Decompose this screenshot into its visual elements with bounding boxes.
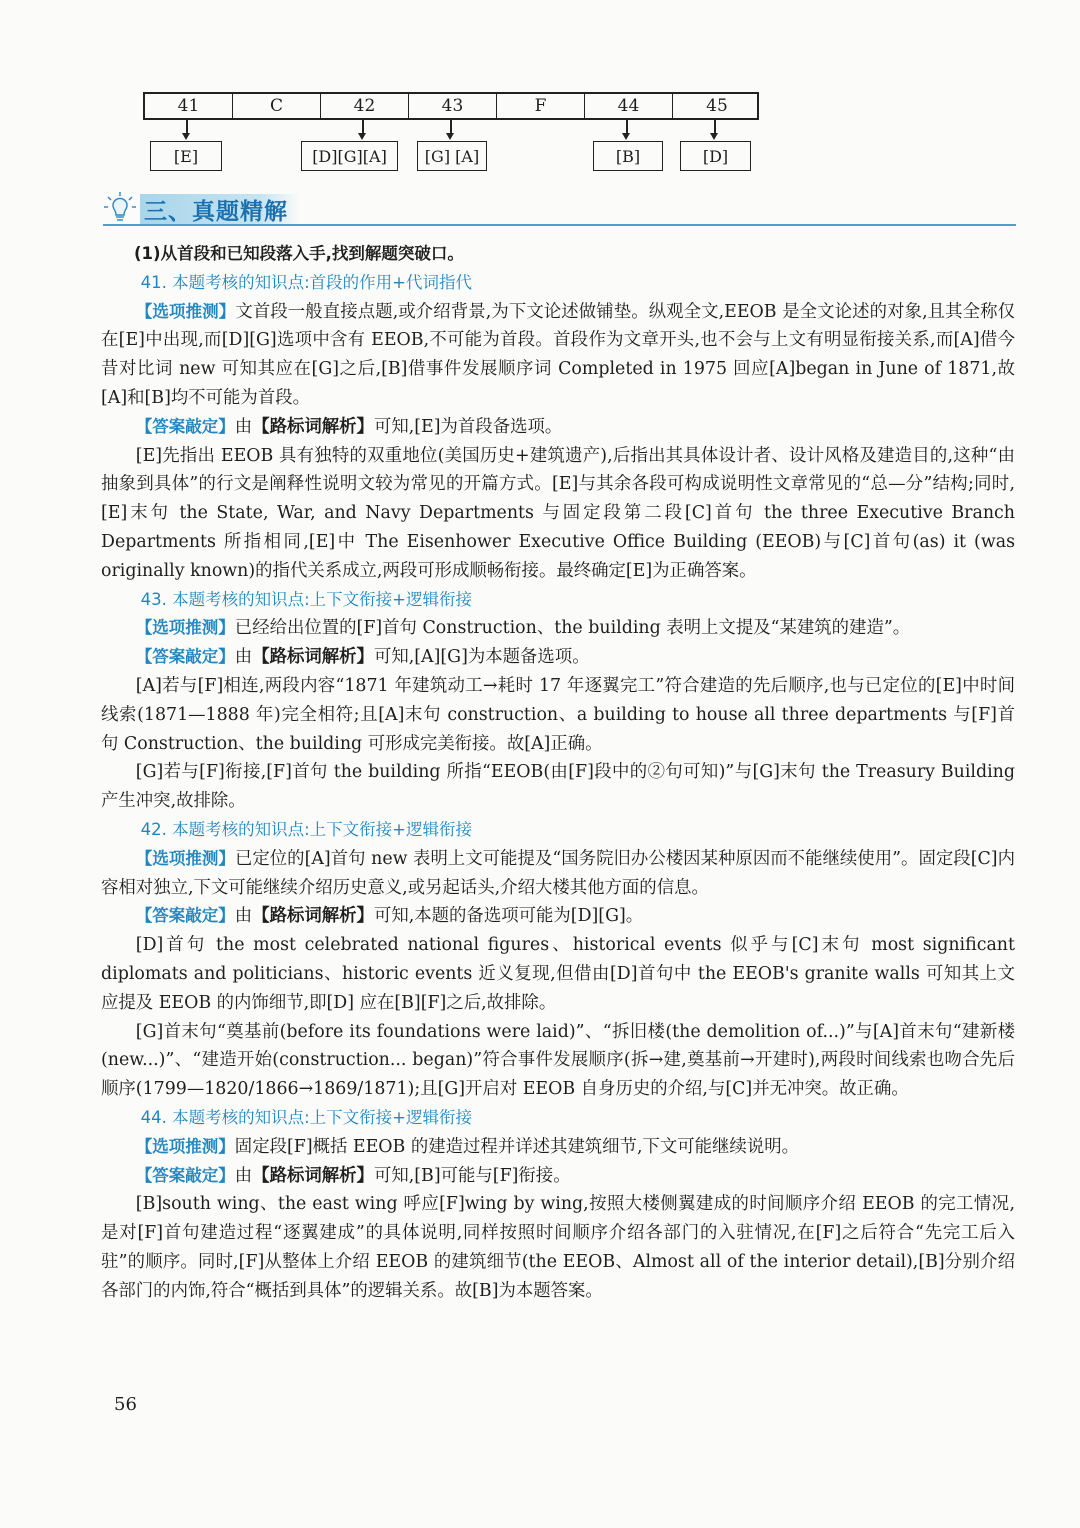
answer-box: [E] xyxy=(150,141,222,171)
tag-label: 【答案敲定】 xyxy=(135,1165,235,1185)
down-arrow-icon xyxy=(181,120,193,142)
seq-cell: F xyxy=(497,94,585,118)
seq-cell: 41 xyxy=(145,94,233,118)
answer-box: [G] [A] xyxy=(417,141,487,171)
bold-label: 【路标词解析】 xyxy=(252,647,374,668)
paragraph-text: 可知,本题的备选项可能为[D][G]。 xyxy=(373,906,644,927)
paragraph: [D]首句 the most celebrated national figures、historical events 似乎与[C]末句 most significant diplomats and politicians、historic events 近义复现,但借由[D]首句中 the EEOB's granite walls 可知其上文应提及 EEOB 的内饰细节,即[D] 应在[B][F]之后,故排除。 xyxy=(101,935,1015,1013)
paragraph-text: 可知,[B]可能与[F]衔接。 xyxy=(373,1165,571,1186)
tag-label: 【答案敲定】 xyxy=(135,647,235,667)
paragraph: [G]若与[F]衔接,[F]首句 the building 所指“EEOB(由[F]段中的②句可知)”与[G]末句 the Treasury Building 产生冲突,故排除。 xyxy=(101,762,1015,812)
down-arrow-icon xyxy=(621,120,633,142)
paragraph-text: 由 xyxy=(234,416,253,437)
down-arrow-icon xyxy=(709,120,721,142)
paragraph xyxy=(101,413,1015,442)
bold-label: 【路标词解析】 xyxy=(252,416,374,437)
section-title: 三、真题精解 xyxy=(140,194,300,224)
seq-cell: 43 xyxy=(409,94,497,118)
lightbulb-icon xyxy=(103,190,137,224)
answer-box: [B] xyxy=(593,141,663,171)
answer-box: [D] xyxy=(680,141,751,171)
paragraph-text: 文首段一般直接点题,或介绍背景,为下文论述做铺垫。纵观全文,EEOB 是全文论述的对象,且其全称仅在[E]中出现,而[D][G]选项中含有 EEOB,不可能为首段。首段作为文章开头,也不会与上文有明显衔接关系,而[A]借今昔对比词 new 可知其应在[G]之后,[B]借事件发展顺序词 Completed in 1975 回应[A]began in June of 1871,故[A]和[B]均不可能为首段。 xyxy=(101,301,1016,408)
seq-cell: 44 xyxy=(585,94,673,118)
paragraph: [E]先指出 EEOB 具有独特的双重地位(美国历史+建筑遗产),后指出其具体设计者、设计风格及建造目的,这种“由抽象到具体”的行文是阐释性说明文较为常见的开篇方式。[E]与其余各段可构成说明性文章常见的“总—分”结构;同时,[E]末句 the State, War, and Navy Departments 与固定段第二段[C]首句 the three Executive Branch Departments 所指相同,[E]中 The Eisenhower Executive Office Building (EEOB)与[C]首句(as) it (was originally known)的指代关系成立,两段可形成顺畅衔接。最终确定[E]为正确答案。 xyxy=(101,445,1015,581)
paragraph xyxy=(101,902,1015,931)
paragraph-text: 已定位的[A]首句 new 表明上文可能提及“国务院旧办公楼因某种原因而不能继续使用”。固定段[C]内容相对独立,下文可能继续介绍历史意义,或另起话头,介绍大楼其他方面的信息。 xyxy=(101,848,1015,898)
paragraph xyxy=(101,1162,1015,1191)
sequence-row xyxy=(143,92,759,120)
seq-cell: 42 xyxy=(321,94,409,118)
down-arrow-icon xyxy=(357,120,369,142)
paragraph xyxy=(101,643,1015,672)
paragraph xyxy=(101,845,1015,903)
paragraph xyxy=(101,298,1015,413)
bold-label: 【路标词解析】 xyxy=(252,906,374,927)
seq-cell: 45 xyxy=(706,96,728,116)
paragraph-text: 可知,[E]为首段备选项。 xyxy=(373,416,563,437)
paragraph: [A]若与[F]相连,两段内容“1871 年建筑动工→耗时 17 年逐翼完工”符合建造的先后顺序,也与已定位的[E]中时间线索(1871—1888 年)完全相符;且[A]末句 construction、a building to house all three departments 与[F]首句 Construction、the building 可形成完美衔接。故[A]正确。 xyxy=(101,675,1015,754)
tag-label: 【选项推测】 xyxy=(135,301,236,321)
question-44-heading: 44. 本题考核的知识点:上下文衔接+逻辑衔接 xyxy=(140,1107,472,1127)
paragraph-text: 由 xyxy=(234,1165,253,1186)
paragraph xyxy=(101,1133,1015,1162)
paragraph-text: 可知,[A][G]为本题备选项。 xyxy=(373,647,590,668)
section-divider xyxy=(103,224,1016,226)
bold-label: 【路标词解析】 xyxy=(252,1165,374,1186)
tag-label: 【答案敲定】 xyxy=(135,416,235,436)
step-heading: (1)从首段和已知段落入手,找到解题突破口。 xyxy=(134,244,464,263)
question-43-heading: 43. 本题考核的知识点:上下文衔接+逻辑衔接 xyxy=(140,589,472,609)
paragraph: [B]south wing、the east wing 呼应[F]wing by wing,按照大楼侧翼建成的时间顺序介绍 EEOB 的完工情况,是对[F]首句建造过程“逐翼建成”的具体说明,同样按照时间顺序介绍各部门的入驻情况,在[F]之后符合“先完工后入驻”的顺序。同时,[F]从整体上介绍 EEOB 的建筑细节(the EEOB、Almost all of the interior detail),[B]分别介绍各部门的内饰,符合“概括到具体”的逻辑关系。故[B]为本题答案。 xyxy=(101,1194,1015,1301)
page-number: 56 xyxy=(114,1394,137,1415)
paragraph xyxy=(101,614,1015,643)
tag-label: 【选项推测】 xyxy=(135,1136,235,1156)
tag-label: 【选项推测】 xyxy=(135,618,235,638)
paragraph-text: 由 xyxy=(234,647,253,668)
answer-box: [D][G][A] xyxy=(301,141,398,171)
paragraph-text: 由 xyxy=(234,906,253,927)
paragraph: [G]首末句“奠基前(before its foundations were laid)”、“拆旧楼(the demolition of...)”与[A]首末句“建新楼(new...)”、“建造开始(construction... began)”符合事件发展顺序(拆→建,奠基前→开建时),两段时间线索也吻合先后顺序(1799—1820/1866→1869/1871);且[G]开启对 EEOB 自身历史的介绍,与[C]并无冲突。故正确。 xyxy=(101,1021,1015,1100)
paragraph-text: 已经给出位置的[F]首句 Construction、the building 表明上文提及“某建筑的建造”。 xyxy=(234,618,911,639)
main-content xyxy=(101,240,1015,1305)
question-42-heading: 42. 本题考核的知识点:上下文衔接+逻辑衔接 xyxy=(140,819,472,839)
tag-label: 【答案敲定】 xyxy=(135,906,235,926)
paragraph-text: 固定段[F]概括 EEOB 的建造过程并详述其建筑细节,下文可能继续说明。 xyxy=(234,1136,799,1157)
seq-cell: C xyxy=(233,94,321,118)
down-arrow-icon xyxy=(445,120,457,142)
question-41-heading: 41. 本题考核的知识点:首段的作用+代词指代 xyxy=(140,272,472,292)
tag-label: 【选项推测】 xyxy=(135,848,235,868)
